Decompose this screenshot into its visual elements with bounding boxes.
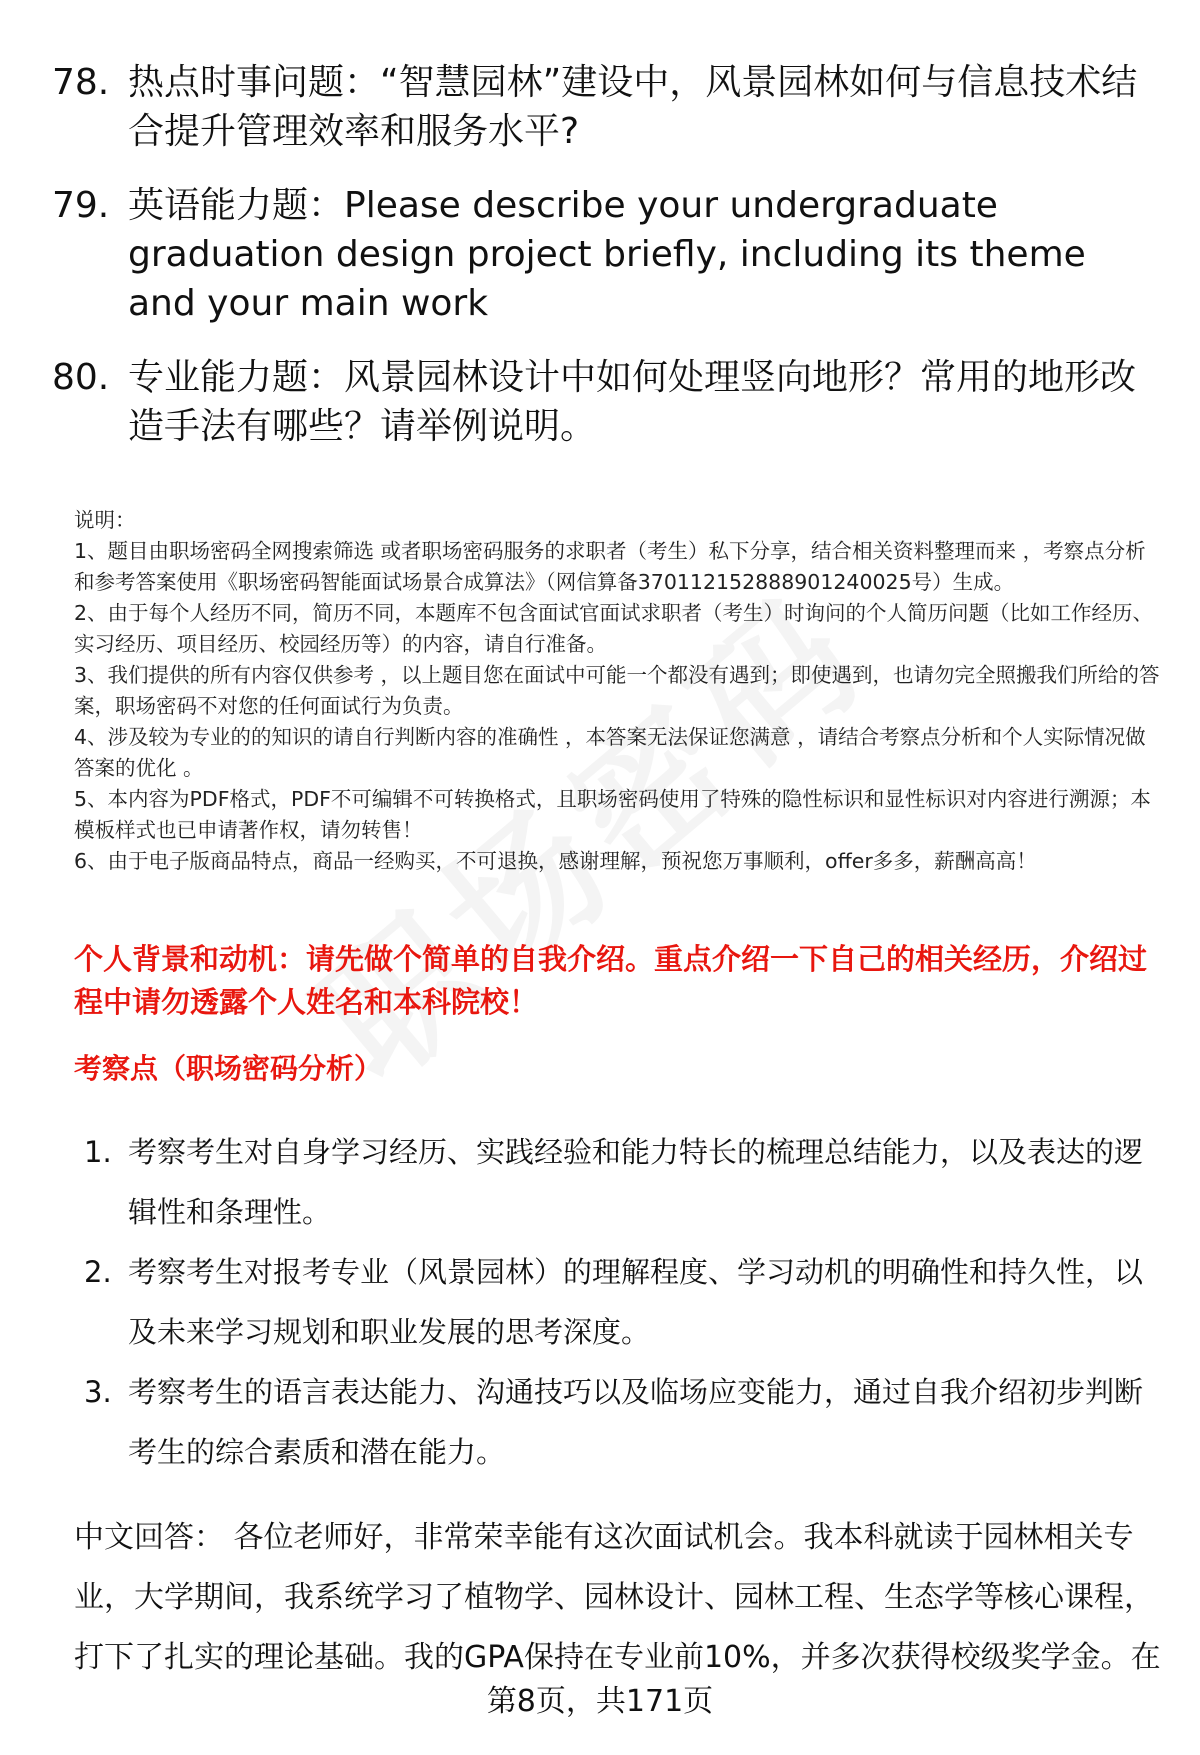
point-number: 1. bbox=[84, 1135, 112, 1169]
note-item: 1、题目由职场密码全网搜索筛选 或者职场密码服务的求职者（考生）私下分享，结合相关资料整理而来 ，考察点分析和参考答案使用《职场密码智能面试场景合成算法》（网信算备370112152888901240025号）生成。 bbox=[74, 539, 1146, 594]
question-text: 专业能力题：风景园林设计中如何处理竖向地形？常用的地形改造手法有哪些？请举例说明。 bbox=[128, 357, 1137, 447]
question-number: 78. bbox=[52, 62, 110, 103]
analysis-point bbox=[84, 1242, 1164, 1362]
note-item: 4、涉及较为专业的的知识的请自行判断内容的准确性 ，本答案无法保证您满意 ，请结合考察点分析和个人实际情况做答案的优化 。 bbox=[74, 725, 1146, 780]
section-heading: 个人背景和动机：请先做个简单的自我介绍。重点介绍一下自己的相关经历，介绍过程中请勿透露个人姓名和本科院校！ bbox=[74, 942, 1148, 1019]
analysis-point bbox=[84, 1362, 1164, 1482]
question-item bbox=[52, 181, 1162, 328]
page-number: 第8页，共171页 bbox=[486, 1684, 714, 1719]
point-text: 考察考生的语言表达能力、沟通技巧以及临场应变能力，通过自我介绍初步判断考生的综合素质和潜在能力。 bbox=[128, 1375, 1144, 1469]
question-list bbox=[52, 58, 1162, 476]
note-item: 2、由于每个人经历不同，简历不同，本题库不包含面试官面试求职者（考生）时询问的个人简历问题（比如工作经历、实习经历、项目经历、校园经历等）的内容，请自行准备。 bbox=[74, 601, 1154, 656]
question-number: 79. bbox=[52, 185, 110, 226]
analysis-point bbox=[84, 1122, 1164, 1242]
point-number: 2. bbox=[84, 1255, 112, 1289]
question-number: 80. bbox=[52, 357, 110, 398]
note-item: 6、由于电子版商品特点，商品一经购买，不可退换，感谢理解，预祝您万事顺利，offer多多，薪酬高高！ bbox=[74, 849, 1037, 873]
point-text: 考察考生对报考专业（风景园林）的理解程度、学习动机的明确性和持久性，以及未来学习规划和职业发展的思考深度。 bbox=[128, 1255, 1144, 1349]
question-text: 热点时事问题：“智慧园林”建设中，风景园林如何与信息技术结合提升管理效率和服务水平? bbox=[128, 62, 1138, 152]
point-text: 考察考生对自身学习经历、实践经验和能力特长的梳理总结能力，以及表达的逻辑性和条理性。 bbox=[128, 1135, 1144, 1229]
notes-title: 说明： bbox=[74, 508, 136, 532]
point-number: 3. bbox=[84, 1375, 112, 1409]
notes-block bbox=[74, 505, 1164, 877]
note-item: 5、本内容为PDF格式，PDF不可编辑不可转换格式，且职场密码使用了特殊的隐性标识和显性标识对内容进行溯源；本模板样式也已申请著作权，请勿转售！ bbox=[74, 787, 1151, 842]
analysis-points bbox=[84, 1122, 1164, 1482]
analysis-heading: 考察点（职场密码分析） bbox=[74, 1052, 383, 1085]
answer-paragraph: 中文回答： 各位老师好，非常荣幸能有这次面试机会。我本科就读于园林相关专业，大学期间，我系统学习了植物学、园林设计、园林工程、生态学等核心课程，打下了扎实的理论基础。我的GPA保持在专业前10%，并多次获得校级奖学金。在 bbox=[74, 1520, 1161, 1675]
question-item bbox=[52, 58, 1162, 156]
note-item: 3、我们提供的所有内容仅供参考 ，以上题目您在面试中可能一个都没有遇到；即使遇到，也请勿完全照搬我们所给的答案，职场密码不对您的任何面试行为负责。 bbox=[74, 663, 1160, 718]
question-item bbox=[52, 353, 1162, 451]
question-text: 英语能力题：Please describe your undergraduate graduation design project briefly, including its theme and your main work bbox=[128, 185, 1086, 324]
